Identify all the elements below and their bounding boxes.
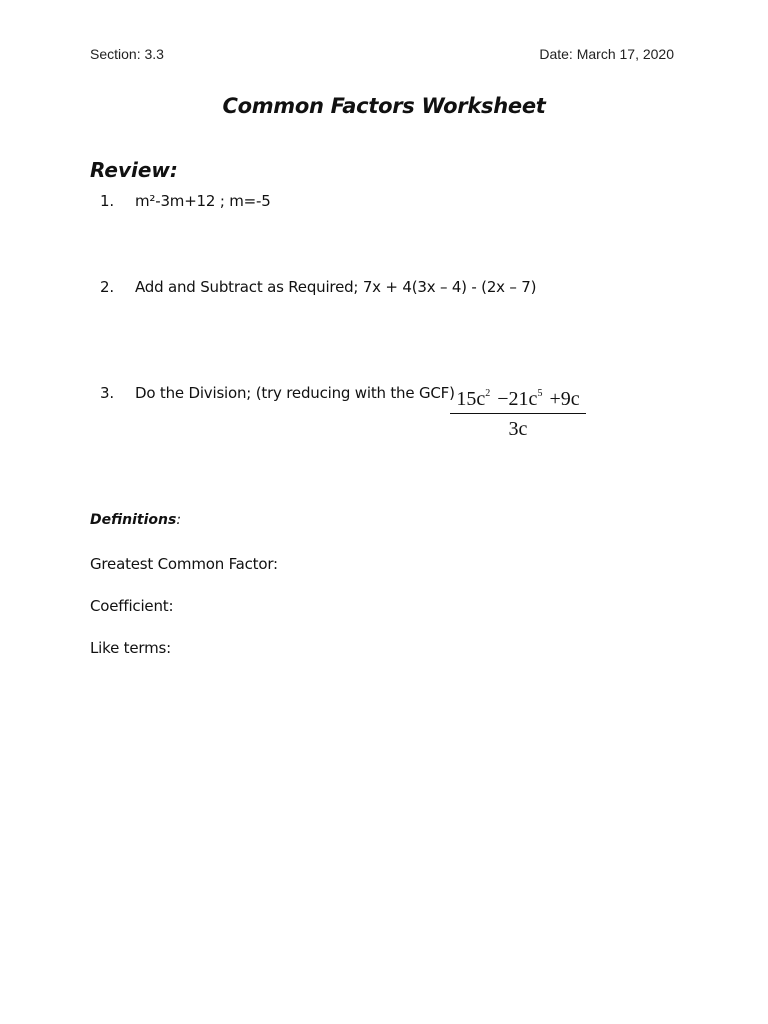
definitions-heading-text: Definitions	[90, 512, 177, 528]
question-number: 2.	[100, 278, 114, 296]
numerator-term-1: 15c	[456, 388, 486, 410]
numerator-term-3: 9c	[560, 388, 580, 410]
fraction-numerator	[450, 388, 586, 414]
review-question-1	[100, 192, 271, 210]
numerator-operator-1: −	[497, 388, 509, 410]
fraction-denominator: 3c	[508, 418, 528, 440]
date-label: Date: March 17, 2020	[539, 46, 674, 62]
section-label: Section: 3.3	[90, 46, 164, 62]
question-text: Do the Division; (try reducing with the GCF)	[135, 384, 455, 402]
question-text: m²-3m+12 ; m=-5	[135, 192, 271, 210]
numerator-term-2-exponent: 5	[537, 388, 543, 399]
question-text: Add and Subtract as Required; 7x + 4(3x – 4) - (2x – 7)	[135, 278, 537, 296]
definition-like-terms: Like terms:	[90, 639, 171, 657]
review-heading: Review:	[90, 158, 178, 182]
numerator-term-1-exponent: 2	[485, 388, 491, 399]
numerator-term-2: 21c	[508, 388, 538, 410]
definition-greatest-common-factor: Greatest Common Factor:	[90, 555, 278, 573]
definitions-heading-colon: :	[176, 512, 182, 528]
division-fraction	[450, 388, 586, 441]
definition-coefficient: Coefficient:	[90, 597, 174, 615]
review-question-3	[100, 384, 455, 402]
definitions-heading	[90, 512, 181, 528]
question-number: 1.	[100, 192, 114, 210]
review-question-2	[100, 278, 536, 296]
worksheet-title: Common Factors Worksheet	[222, 94, 546, 118]
question-number: 3.	[100, 384, 114, 402]
numerator-operator-2: +	[549, 388, 561, 410]
